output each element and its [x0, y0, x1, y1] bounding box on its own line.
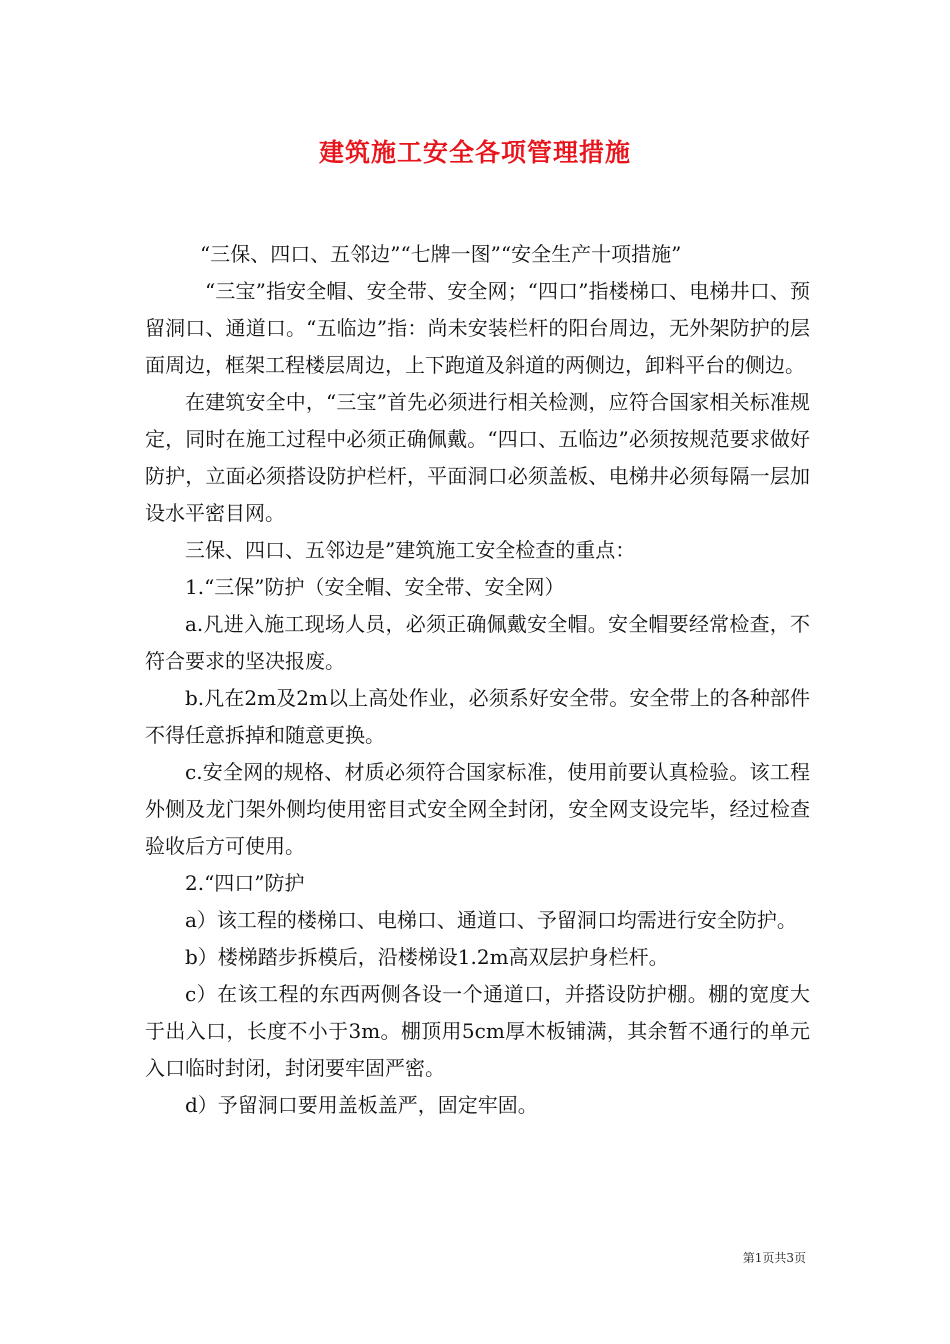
document-title: 建筑施工安全各项管理措施 [318, 138, 631, 167]
document-body [145, 236, 810, 1124]
page-number: 第1页共3页 [742, 1251, 806, 1265]
paragraph: “三宝”指安全帽、安全带、安全网；“四口”指楼梯口、电梯井口、预留洞口、通道口。“五临边”指：尚未安装栏杆的阳台周边，无外架防护的层面周边，框架工程楼层周边，上下跑道及斜道的两侧边，卸料平台的侧边。 [145, 279, 810, 377]
list-item: a）该工程的楼梯口、电梯口、通道口、予留洞口均需进行安全防护。 [185, 908, 797, 932]
list-item: b）楼梯踏步拆模后，沿楼梯设1.2m高双层护身栏杆。 [185, 945, 669, 969]
list-item: c.安全网的规格、材质必须符合国家标准，使用前要认真检验。该工程外侧及龙门架外侧均使用密目式安全网全封闭，安全网支设完毕，经过检查验收后方可使用。 [145, 760, 810, 858]
list-item: a.凡进入施工现场人员，必须正确佩戴安全帽。安全帽要经常检查，不符合要求的坚决报废。 [145, 612, 810, 673]
list-heading: 2.“四口”防护 [185, 871, 305, 895]
list-item: c）在该工程的东西两侧各设一个通道口，并搭设防护棚。棚的宽度大于出入口，长度不小于3m。棚顶用5cm厚木板铺满，其余暂不通行的单元入口临时封闭，封闭要牢固严密。 [145, 982, 810, 1080]
paragraph: 在建筑安全中，“三宝”首先必须进行相关检测，应符合国家相关标准规定，同时在施工过程中必须正确佩戴。“四口、五临边”必须按规范要求做好防护，立面必须搭设防护栏杆，平面洞口必须盖板、电梯井必须每隔一层加设水平密目网。 [145, 390, 810, 525]
list-item: b.凡在2m及2m以上高处作业，必须系好安全带。安全带上的各种部件不得任意拆掉和随意更换。 [145, 686, 810, 747]
paragraph: 三保、四口、五邻边是”建筑施工安全检查的重点： [185, 538, 636, 562]
list-heading: 1.“三保”防护（安全帽、安全带、安全网） [185, 575, 565, 599]
list-item: d）予留洞口要用盖板盖严，固定牢固。 [185, 1093, 538, 1117]
section-heading: “三保、四口、五邻边”“七牌一图”“安全生产十项措施” [200, 242, 682, 266]
